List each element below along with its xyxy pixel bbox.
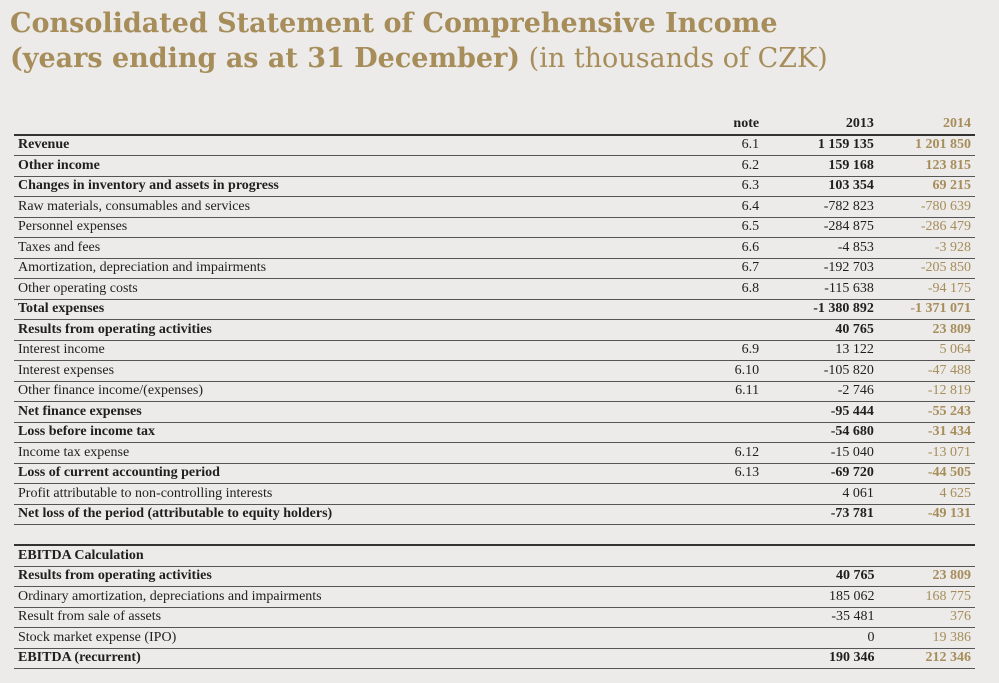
row-label: Results from operating activities <box>14 566 568 587</box>
ebitda-row <box>14 628 975 649</box>
row-value-2014: 19 386 <box>879 628 975 649</box>
row-note <box>568 607 765 628</box>
row-value-2014: 376 <box>879 607 975 628</box>
row-value-2014: -44 505 <box>878 463 975 484</box>
row-label: Personnel expenses <box>14 217 566 238</box>
row-note: 6.13 <box>566 463 763 484</box>
row-value-2013: 103 354 <box>763 176 878 197</box>
row-value-2013: -95 444 <box>763 402 878 423</box>
row-value-2013: -192 703 <box>763 258 878 279</box>
row-value-2014: -94 175 <box>878 279 975 300</box>
row-label: Stock market expense (IPO) <box>14 628 568 649</box>
ebitda-title-row <box>14 545 975 566</box>
row-note <box>568 587 765 608</box>
row-value-2013: -1 380 892 <box>763 299 878 320</box>
row-value-2014: -31 434 <box>878 422 975 443</box>
row-value-2014: -49 131 <box>878 504 975 525</box>
row-value-2014: 123 815 <box>878 156 975 177</box>
row-note <box>568 566 765 587</box>
table-row <box>14 422 975 443</box>
header-note: note <box>566 114 763 135</box>
table-header-row <box>14 114 975 135</box>
row-note: 6.1 <box>566 135 763 156</box>
row-value-2013: -105 820 <box>763 361 878 382</box>
row-value-2014: -47 488 <box>878 361 975 382</box>
ebitda-y2-blank <box>879 545 975 566</box>
row-note <box>566 422 763 443</box>
row-note: 6.10 <box>566 361 763 382</box>
row-note <box>566 299 763 320</box>
row-value-2013: -115 638 <box>763 279 878 300</box>
row-label: Ordinary amortization, depreciations and impairments <box>14 587 568 608</box>
row-value-2014: 212 346 <box>879 648 975 669</box>
row-value-2014: 23 809 <box>879 566 975 587</box>
ebitda-row <box>14 607 975 628</box>
table-row <box>14 156 975 177</box>
table-row <box>14 402 975 423</box>
header-label <box>14 114 566 135</box>
row-label: Amortization, depreciation and impairments <box>14 258 566 279</box>
row-note <box>566 484 763 505</box>
row-value-2013: 13 122 <box>763 340 878 361</box>
row-label: Other operating costs <box>14 279 566 300</box>
row-label: Loss before income tax <box>14 422 566 443</box>
page-title <box>10 6 828 76</box>
table-row <box>14 463 975 484</box>
row-note: 6.12 <box>566 443 763 464</box>
title-unit: (in thousands of CZK) <box>520 43 828 74</box>
row-note: 6.4 <box>566 197 763 218</box>
row-label: Other income <box>14 156 566 177</box>
row-label: Changes in inventory and assets in progress <box>14 176 566 197</box>
row-note: 6.2 <box>566 156 763 177</box>
row-value-2013: 185 062 <box>764 587 878 608</box>
row-value-2013: -69 720 <box>763 463 878 484</box>
row-value-2014: -205 850 <box>878 258 975 279</box>
row-label: Taxes and fees <box>14 238 566 259</box>
row-value-2013: 159 168 <box>763 156 878 177</box>
row-note: 6.11 <box>566 381 763 402</box>
table-row <box>14 279 975 300</box>
row-note <box>568 628 765 649</box>
ebitda-row <box>14 648 975 669</box>
row-value-2013: -73 781 <box>763 504 878 525</box>
row-note: 6.6 <box>566 238 763 259</box>
row-value-2014: 4 625 <box>878 484 975 505</box>
row-value-2014: 168 775 <box>879 587 975 608</box>
row-note: 6.8 <box>566 279 763 300</box>
row-value-2013: -284 875 <box>763 217 878 238</box>
table-row <box>14 299 975 320</box>
ebitda-title: EBITDA Calculation <box>14 545 568 566</box>
row-value-2013: -54 680 <box>763 422 878 443</box>
row-label: Net finance expenses <box>14 402 566 423</box>
row-note <box>566 504 763 525</box>
title-line-1: Consolidated Statement of Comprehensive Income <box>10 8 778 39</box>
row-value-2013: -782 823 <box>763 197 878 218</box>
row-label: Interest expenses <box>14 361 566 382</box>
header-year-2013: 2013 <box>763 114 878 135</box>
row-note <box>566 402 763 423</box>
row-note <box>568 648 765 669</box>
row-label: Raw materials, consumables and services <box>14 197 566 218</box>
ebitda-table <box>14 544 975 669</box>
ebitda-row <box>14 587 975 608</box>
row-label: Results from operating activities <box>14 320 566 341</box>
row-value-2013: 40 765 <box>763 320 878 341</box>
title-line-2: (years ending as at 31 December) <box>10 43 521 74</box>
table-row <box>14 197 975 218</box>
row-value-2013: 0 <box>764 628 878 649</box>
table-row <box>14 361 975 382</box>
row-label: Loss of current accounting period <box>14 463 566 484</box>
income-statement-table <box>14 114 975 525</box>
table-row <box>14 504 975 525</box>
row-label: Interest income <box>14 340 566 361</box>
row-value-2013: -4 853 <box>763 238 878 259</box>
row-label: Income tax expense <box>14 443 566 464</box>
row-value-2014: -3 928 <box>878 238 975 259</box>
row-value-2014: -55 243 <box>878 402 975 423</box>
table-row <box>14 258 975 279</box>
row-value-2014: -780 639 <box>878 197 975 218</box>
row-note: 6.7 <box>566 258 763 279</box>
row-label: Total expenses <box>14 299 566 320</box>
row-value-2014: 1 201 850 <box>878 135 975 156</box>
ebitda-row <box>14 566 975 587</box>
row-label: Revenue <box>14 135 566 156</box>
row-value-2014: -286 479 <box>878 217 975 238</box>
row-value-2013: -15 040 <box>763 443 878 464</box>
row-value-2013: 40 765 <box>764 566 878 587</box>
ebitda-note-blank <box>568 545 765 566</box>
table-row <box>14 484 975 505</box>
row-value-2013: -2 746 <box>763 381 878 402</box>
row-note: 6.9 <box>566 340 763 361</box>
row-value-2014: 23 809 <box>878 320 975 341</box>
table-row <box>14 176 975 197</box>
table-row <box>14 320 975 341</box>
row-note <box>566 320 763 341</box>
row-note: 6.3 <box>566 176 763 197</box>
header-year-2014: 2014 <box>878 114 975 135</box>
row-label: Result from sale of assets <box>14 607 568 628</box>
row-value-2013: 1 159 135 <box>763 135 878 156</box>
row-value-2014: -1 371 071 <box>878 299 975 320</box>
row-label: Profit attributable to non-controlling interests <box>14 484 566 505</box>
row-note: 6.5 <box>566 217 763 238</box>
row-value-2014: 69 215 <box>878 176 975 197</box>
table-row <box>14 381 975 402</box>
row-value-2014: -13 071 <box>878 443 975 464</box>
table-row <box>14 135 975 156</box>
row-label: EBITDA (recurrent) <box>14 648 568 669</box>
table-row <box>14 217 975 238</box>
row-value-2013: 4 061 <box>763 484 878 505</box>
row-value-2014: 5 064 <box>878 340 975 361</box>
row-label: Net loss of the period (attributable to equity holders) <box>14 504 566 525</box>
table-row <box>14 340 975 361</box>
ebitda-y1-blank <box>764 545 878 566</box>
table-row <box>14 443 975 464</box>
table-row <box>14 238 975 259</box>
row-label: Other finance income/(expenses) <box>14 381 566 402</box>
row-value-2014: -12 819 <box>878 381 975 402</box>
row-value-2013: 190 346 <box>764 648 878 669</box>
row-value-2013: -35 481 <box>764 607 878 628</box>
